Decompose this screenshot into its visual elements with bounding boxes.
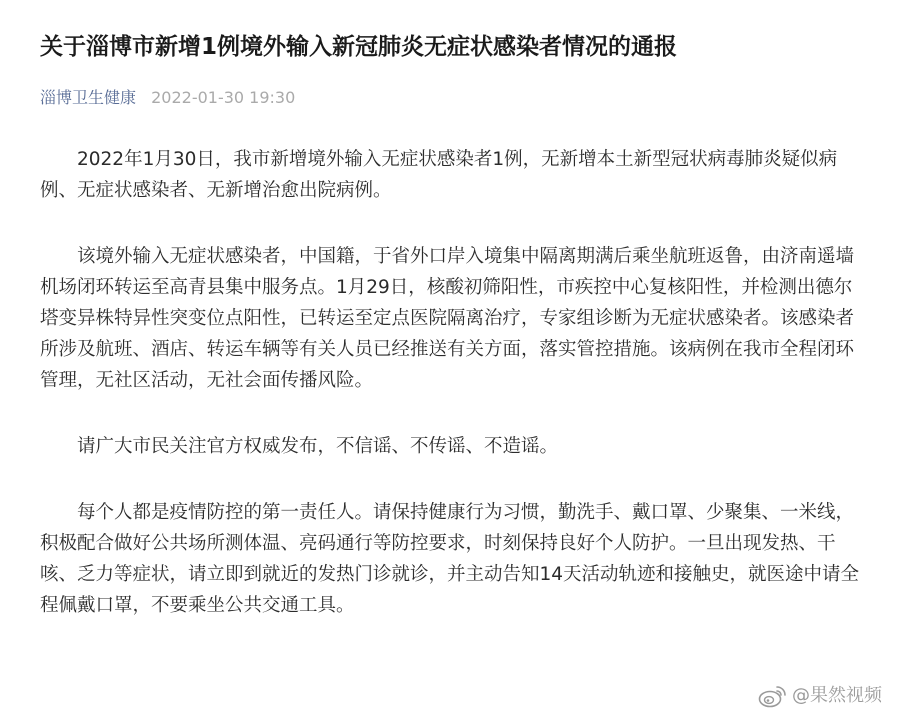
account-name-link[interactable]: 淄博卫生健康: [40, 88, 137, 107]
watermark-text: @果然视频: [792, 685, 882, 706]
paragraph-3: 请广大市民关注官方权威发布，不信谣、不传谣、不造谣。: [77, 436, 559, 457]
article-content: [40, 144, 870, 621]
watermark: [758, 682, 882, 710]
paragraph-4: 每个人都是疫情防控的第一责任人。请保持健康行为习惯，勤洗手、戴口罩、少聚集、一米线，积极配合做好公共场所测体温、亮码通行等防控要求，时刻保持良好个人防护。一旦出现发热、干咳、乏力等症状，请立即到就近的发热门诊就诊，并主动告知14天活动轨迹和接触史，就医途中请全程佩戴口罩，不要乘坐公共交通工具。: [40, 502, 860, 616]
article-title: 关于淄博市新增1例境外输入新冠肺炎无症状感染者情况的通报: [40, 34, 678, 60]
article: [40, 30, 870, 656]
paragraph-2: 该境外输入无症状感染者，中国籍，于省外口岸入境集中隔离期满后乘坐航班返鲁，由济南遥墙机场闭环转运至高青县集中服务点。1月29日，核酸初筛阳性，市疾控中心复核阳性，并检测出德尔塔变异株特异性突变位点阳性，已转运至定点医院隔离治疗，专家组诊断为无症状感染者。该感染者所涉及航班、酒店、转运车辆等有关人员已经推送有关方面，落实管控措施。该病例在我市全程闭环管理，无社区活动，无社会面传播风险。: [40, 246, 855, 391]
weibo-logo-icon: [758, 683, 788, 709]
publish-time: 2022-01-30 19:30: [151, 88, 296, 107]
paragraph-1: 2022年1月30日，我市新增境外输入无症状感染者1例，无新增本土新型冠状病毒肺炎疑似病例、无症状感染者、无新增治愈出院病例。: [40, 149, 838, 201]
article-meta: [40, 84, 870, 112]
